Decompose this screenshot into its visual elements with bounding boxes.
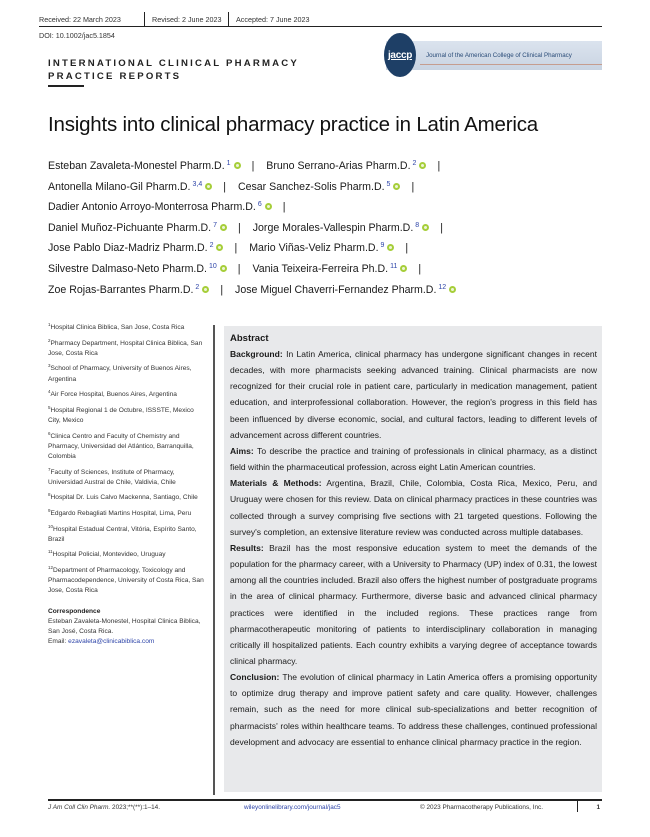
affiliation-ref[interactable]: 5 xyxy=(386,180,391,188)
affiliation-ref[interactable]: 6 xyxy=(257,201,262,209)
affiliation-ref[interactable]: 2 xyxy=(209,242,214,250)
author-name[interactable]: Jorge Morales-Vallespin Pharm.D. xyxy=(252,221,414,234)
affiliation: $^{11}$Hospital Policial, Montevideo, Uruguay xyxy=(48,549,166,559)
affiliation: $^3$School of Pharmacy, University of Buenos Aires, Argentina xyxy=(48,363,192,383)
orcid-icon[interactable] xyxy=(449,286,456,293)
revised-date: Revised: 2 June 2023 xyxy=(144,12,228,26)
author-line: Silvestre Dalmaso-Neto Pharm.D. $^{10}$ | Vania Teixeira-Ferreira Ph.D. $^{11}$ | xyxy=(48,262,422,275)
accepted-date: Accepted: 7 June 2023 xyxy=(228,12,316,26)
orcid-icon[interactable] xyxy=(422,224,429,231)
affiliation-ref[interactable]: 2 xyxy=(195,283,200,291)
abstract-results: Results: Brazil has the most responsive education system to meet the demands of the population for the pharmacy career, with a University to Pharmacy (UP) index of 0.31, the lowest among all the countries included. Brazil also offers the highest number of postgraduate programs in the area of clinical pharmacy. Furthermore, diverse basic and advanced clinical pharmacy practices were identified in the included regions. These practices range from pharmacotherapeutic monitoring of patients to interdisciplinary collaboration in managing critically ill hospitalized patients. Each country exhibits a varying degree of acceptance towards clinical pharmacy. xyxy=(230,542,597,666)
affiliations xyxy=(48,320,208,647)
affiliation-ref[interactable]: 12 xyxy=(438,283,447,291)
author-line: Dadier Antonio Arroyo-Monterrosa Pharm.D. $^6$ | xyxy=(48,201,286,214)
author-name[interactable]: Daniel Muñoz-Pichuante Pharm.D. xyxy=(48,221,212,234)
abstract-background: Background: In Latin America, clinical pharmacy has undergone significant changes in recent decades, with more pharmacists seeking advanced training. Clinical pharmacists are now recognized for their crucial role in patient care, particularly in medication management, patient education, and interprofessional collaboration. However, the region's progress in this field has been influenced by diverse economic, social, and cultural factors, leading to different levels of advancement across different countries. xyxy=(230,349,597,440)
orcid-icon[interactable] xyxy=(400,265,407,272)
affiliation-ref[interactable]: 3,4 xyxy=(192,180,203,188)
author-name[interactable]: Silvestre Dalmaso-Neto Pharm.D. xyxy=(48,262,207,275)
orcid-icon[interactable] xyxy=(202,286,209,293)
author-name[interactable]: Mario Viñas-Veliz Pharm.D. xyxy=(249,242,379,255)
article-title: Insights into clinical pharmacy practice in Latin America xyxy=(48,113,538,136)
orcid-icon[interactable] xyxy=(265,203,272,210)
abstract-box xyxy=(224,326,602,792)
column-divider xyxy=(213,325,215,795)
abstract-aims: Aims: To describe the practice and training of professionals in clinical pharmacy, as a distinct field within the pharmaceutical profession, across eight Latin American countries. xyxy=(230,445,597,473)
author-name[interactable]: Esteban Zavaleta-Monestel Pharm.D. xyxy=(48,160,225,172)
orcid-icon[interactable] xyxy=(216,244,223,251)
publication-dates xyxy=(39,12,602,27)
author-line: Daniel Muñoz-Pichuante Pharm.D. $^7$ | Jorge Morales-Vallespin Pharm.D. $^8$ | xyxy=(48,221,443,234)
affiliation-ref[interactable]: 8 xyxy=(415,221,420,229)
received-date: Received: 22 March 2023 xyxy=(39,15,121,24)
correspondence-email-line: Email: ezavaleta@clinicabiblica.com xyxy=(48,638,155,646)
orcid-icon[interactable] xyxy=(220,265,227,272)
journal-logo xyxy=(386,41,602,70)
affiliation: $^{10}$Hospital Estadual Central, Vitória, Espírito Santo, Brazil xyxy=(48,523,197,543)
affiliation-ref[interactable]: 9 xyxy=(380,242,385,250)
author-line: Antonella Milano-Gil Pharm.D. $^{3,4}$ | Cesar Sanchez-Solis Pharm.D. $^5$ | xyxy=(48,180,415,193)
correspondence-label: Correspondence xyxy=(48,607,101,615)
affiliation: $^5$Hospital Regional 1 de Octubre, ISSSTE, Mexico City, Mexico xyxy=(48,404,194,424)
email-link[interactable]: ezavaleta@clinicabiblica.com xyxy=(68,638,155,646)
citation: J Am Coll Clin Pharm. 2023;**(**):1–14. xyxy=(48,804,161,811)
author-list xyxy=(48,155,608,299)
affiliation: $^1$Hospital Clinica Biblica, San Jose, Costa Rica xyxy=(48,322,185,331)
section-label: INTERNATIONAL CLINICAL PHARMACY PRACTICE REPORTS xyxy=(48,58,299,82)
affiliation-ref[interactable]: 2 xyxy=(412,160,417,167)
abstract-methods: Materials & Methods: Argentina, Brazil, Chile, Colombia, Costa Rica, Mexico, Peru, and Uruguay were chosen for this review. Data on clinical pharmacy practices in these countries was collected through a survey comprising five sections with 21 targeted questions. Following the survey's completion, an extensive literature review was conducted across multiple databases. xyxy=(230,478,597,537)
author-line: Esteban Zavaleta-Monestel Pharm.D. $^1$ | Bruno Serrano-Arias Pharm.D. $^2$ | xyxy=(48,160,441,172)
abstract-conclusion: Conclusion: The evolution of clinical pharmacy in Latin America offers a promising opportunity to optimize drug therapy and improve patient safety and care quality. However, challenges remain, such as the need for more clinical sub-specializations and better recognition of pharmacists' roles within healthcare teams. To address these challenges, continued professional development and advocacy are essential to enhance clinical pharmacy practice in the region. xyxy=(230,672,597,747)
affiliation: $^9$Edgardo Rebagliati Martins Hospital, Lima, Peru xyxy=(48,507,192,517)
author-name[interactable]: Vania Teixeira-Ferreira Ph.D. xyxy=(252,262,389,275)
page-number-separator xyxy=(577,801,578,812)
author-name[interactable]: Dadier Antonio Arroyo-Monterrosa Pharm.D. xyxy=(48,201,256,214)
author-name[interactable]: Cesar Sanchez-Solis Pharm.D. xyxy=(237,180,385,193)
section-underline xyxy=(48,85,84,87)
journal-name: Journal of the American College of Clinical Pharmacy xyxy=(426,52,572,59)
orcid-icon[interactable] xyxy=(387,244,394,251)
affiliation: $^{12}$Department of Pharmacology, Toxicology and Pharmacodependence, University of Costa Rica, San Jose, Costa Rica xyxy=(48,564,204,595)
affiliation: $^8$Hospital Dr. Luis Calvo Mackenna, Santiago, Chile xyxy=(48,492,198,502)
author-name[interactable]: Bruno Serrano-Arias Pharm.D. xyxy=(266,160,411,172)
affiliation: $^2$Pharmacy Department, Hospital Clinica Biblica, San Jose, Costa Rica xyxy=(48,337,203,357)
author-line: Jose Pablo Diaz-Madriz Pharm.D. $^2$ | Mario Viñas-Veliz Pharm.D. $^9$ | xyxy=(48,242,409,255)
author-name[interactable]: Jose Miguel Chaverri-Fernandez Pharm.D. xyxy=(235,283,437,296)
affiliation-ref[interactable]: 10 xyxy=(208,262,217,270)
journal-url-link[interactable]: wileyonlinelibrary.com/journal/jac5 xyxy=(244,804,341,811)
orcid-icon[interactable] xyxy=(419,162,426,169)
author-name[interactable]: Zoe Rojas-Barrantes Pharm.D. xyxy=(48,283,194,296)
author-name[interactable]: Antonella Milano-Gil Pharm.D. xyxy=(48,180,191,193)
author-line: Zoe Rojas-Barrantes Pharm.D. $^2$ | Jose Miguel Chaverri-Fernandez Pharm.D. $^{12}$ xyxy=(48,279,608,300)
affiliation-ref[interactable]: 11 xyxy=(390,262,398,270)
affiliation-ref[interactable]: 1 xyxy=(226,160,231,167)
jaccp-logo-icon: jaccp xyxy=(384,33,416,77)
logo-rule xyxy=(420,64,602,65)
orcid-icon[interactable] xyxy=(234,162,241,169)
affiliation-ref[interactable]: 7 xyxy=(213,221,218,229)
doi: DOI: 10.1002/jac5.1854 xyxy=(39,31,115,40)
author-name[interactable]: Jose Pablo Diaz-Madriz Pharm.D. xyxy=(48,242,208,255)
copyright: © 2023 Pharmacotherapy Publications, Inc. xyxy=(420,804,544,811)
orcid-icon[interactable] xyxy=(220,224,227,231)
affiliation: $^4$Air Force Hospital, Buenos Aires, Argentina xyxy=(48,389,177,399)
footer-rule xyxy=(48,799,602,801)
affiliation: $^7$Faculty of Sciences, Institute of Pharmacy, Universidad Austral de Chile, Valdivia, Chile xyxy=(48,466,176,486)
orcid-icon[interactable] xyxy=(393,183,400,190)
orcid-icon[interactable] xyxy=(205,183,212,190)
correspondence-text: Esteban Zavaleta-Monestel, Hospital Clinica Biblica, San José, Costa Rica. xyxy=(48,617,201,635)
page-number: 1 xyxy=(596,804,600,811)
abstract-heading: Abstract xyxy=(230,333,269,344)
affiliation: $^6$Clinica Centro and Faculty of Chemistry and Pharmacy, Universidad del Atlántico, Barranquilla, Colombia xyxy=(48,430,194,460)
